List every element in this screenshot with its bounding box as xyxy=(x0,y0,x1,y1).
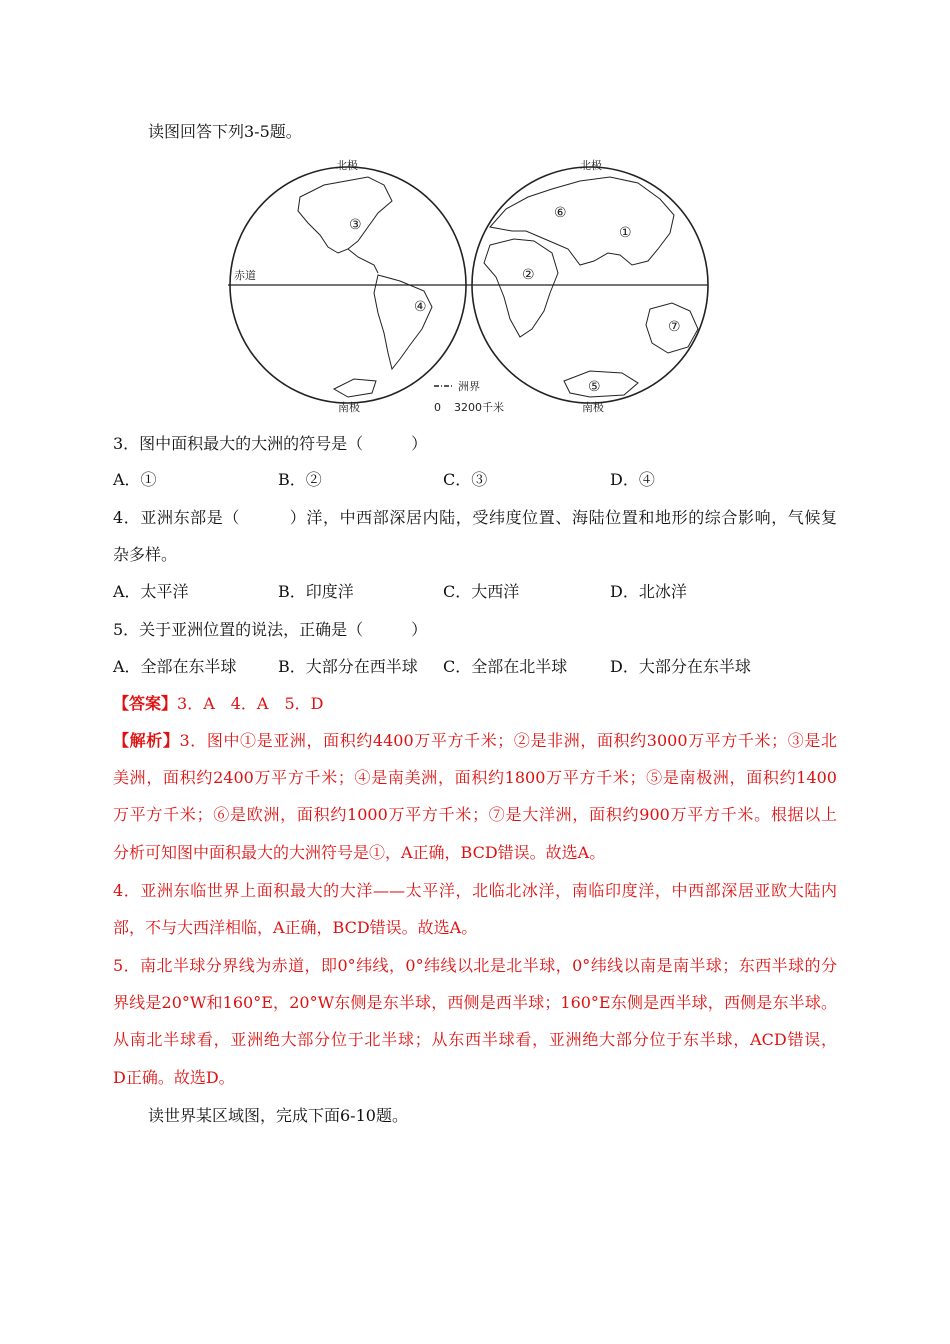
q4-stem-line2: 杂多样。 xyxy=(113,545,178,564)
analysis-line-8: 界线是20°W和160°E，20°W东侧是东半球，西侧是西半球；160°E东侧是西半球，西侧是东半球。 xyxy=(113,993,837,1012)
south-pole-label-right: 南极 xyxy=(582,401,604,414)
analysis-line-2: 美洲，面积约2400万平方千米；④是南美洲，面积约1800万平方千米；⑤是南极洲，面积约1400 xyxy=(113,768,837,787)
world-hemispheres-map xyxy=(228,157,720,417)
marker-europe: ⑥ xyxy=(554,205,567,221)
analysis-tag: 【解析】 xyxy=(113,731,180,750)
marker-africa: ② xyxy=(522,267,535,283)
analysis-line-3: 万平方千米；⑥是欧洲，面积约1000万平方千米；⑦是大洋洲，面积约900万平方千米。根据以上 xyxy=(113,805,837,824)
analysis-line-10: D正确。故选D。 xyxy=(113,1068,235,1087)
q5-stem: 5．关于亚洲位置的说法，正确是（ ） xyxy=(113,620,428,639)
q4-option-a: A．太平洋 xyxy=(113,582,189,601)
legend-boundary-label: 洲界 xyxy=(458,380,480,393)
north-pole-label-right: 北极 xyxy=(580,159,602,172)
q3-option-c: C．③ xyxy=(443,470,488,489)
analysis-line-6: 部，不与大西洋相临，A正确，BCD错误。故选A。 xyxy=(113,918,478,937)
q4-option-c: C．大西洋 xyxy=(443,582,520,601)
north-america-shape xyxy=(298,177,392,253)
q5-option-d: D．大部分在东半球 xyxy=(610,657,751,676)
q3-stem: 3．图中面积最大的大洲的符号是（ ） xyxy=(113,434,428,453)
analysis-text-1: 3．图中①是亚洲，面积约4400万平方千米；②是非洲，面积约3000万平方千米；③是北 xyxy=(179,731,837,750)
analysis-line-9: 从南北半球看，亚洲绝大部分位于北半球；从东西半球看，亚洲绝大部分位于东半球，ACD错误， xyxy=(113,1030,837,1049)
scale-value-label: 3200千米 xyxy=(454,401,504,414)
answer-block xyxy=(113,694,324,714)
marker-asia: ① xyxy=(619,225,632,241)
answer-text: 3．A 4．A 5．D xyxy=(177,694,324,713)
q4-option-b: B．印度洋 xyxy=(278,582,354,601)
q4-option-d: D．北冰洋 xyxy=(610,582,687,601)
q4-stem-line1: 4．亚洲东部是（ ）洋，中西部深居内陆，受纬度位置、海陆位置和地形的综合影响，气候复 xyxy=(113,508,837,527)
analysis-line-5: 4．亚洲东临世界上面积最大的大洋——太平洋，北临北冰洋，南临印度洋，中西部深居亚欧大陆内 xyxy=(113,881,837,900)
marker-antarctica: ⑤ xyxy=(588,379,601,395)
marker-oceania: ⑦ xyxy=(668,319,681,335)
q3-option-d: D．④ xyxy=(610,470,655,489)
q3-option-a: A．① xyxy=(113,470,157,489)
intro-text: 读图回答下列3-5题。 xyxy=(148,122,302,141)
antarctica-shape xyxy=(564,371,638,397)
q5-option-b: B．大部分在西半球 xyxy=(278,657,418,676)
africa-shape xyxy=(484,239,558,337)
south-america-shape xyxy=(374,275,432,369)
q5-option-c: C．全部在北半球 xyxy=(443,657,568,676)
scale-zero-label: 0 xyxy=(434,401,441,414)
eurasia-shape xyxy=(490,177,674,265)
analysis-line-7: 5．南北半球分界线为赤道，即0°纬线，0°纬线以北是北半球，0°纬线以南是南半球；东西半球的分 xyxy=(113,956,837,975)
q3-option-b: B．② xyxy=(278,470,322,489)
q5-option-a: A．全部在东半球 xyxy=(113,657,237,676)
marker-south-america: ④ xyxy=(414,299,427,315)
analysis-line-1 xyxy=(113,731,837,751)
south-pole-label-left: 南极 xyxy=(338,401,360,414)
north-pole-label-left: 北极 xyxy=(336,159,358,172)
marker-north-america: ③ xyxy=(349,217,362,233)
analysis-line-4: 分析可知图中面积最大的大洲符号是①，A正确，BCD错误。故选A。 xyxy=(113,843,606,862)
equator-label: 赤道 xyxy=(234,269,256,282)
answer-tag: 【答案】 xyxy=(113,694,178,713)
outro-text: 读世界某区域图，完成下面6-10题。 xyxy=(148,1106,408,1125)
